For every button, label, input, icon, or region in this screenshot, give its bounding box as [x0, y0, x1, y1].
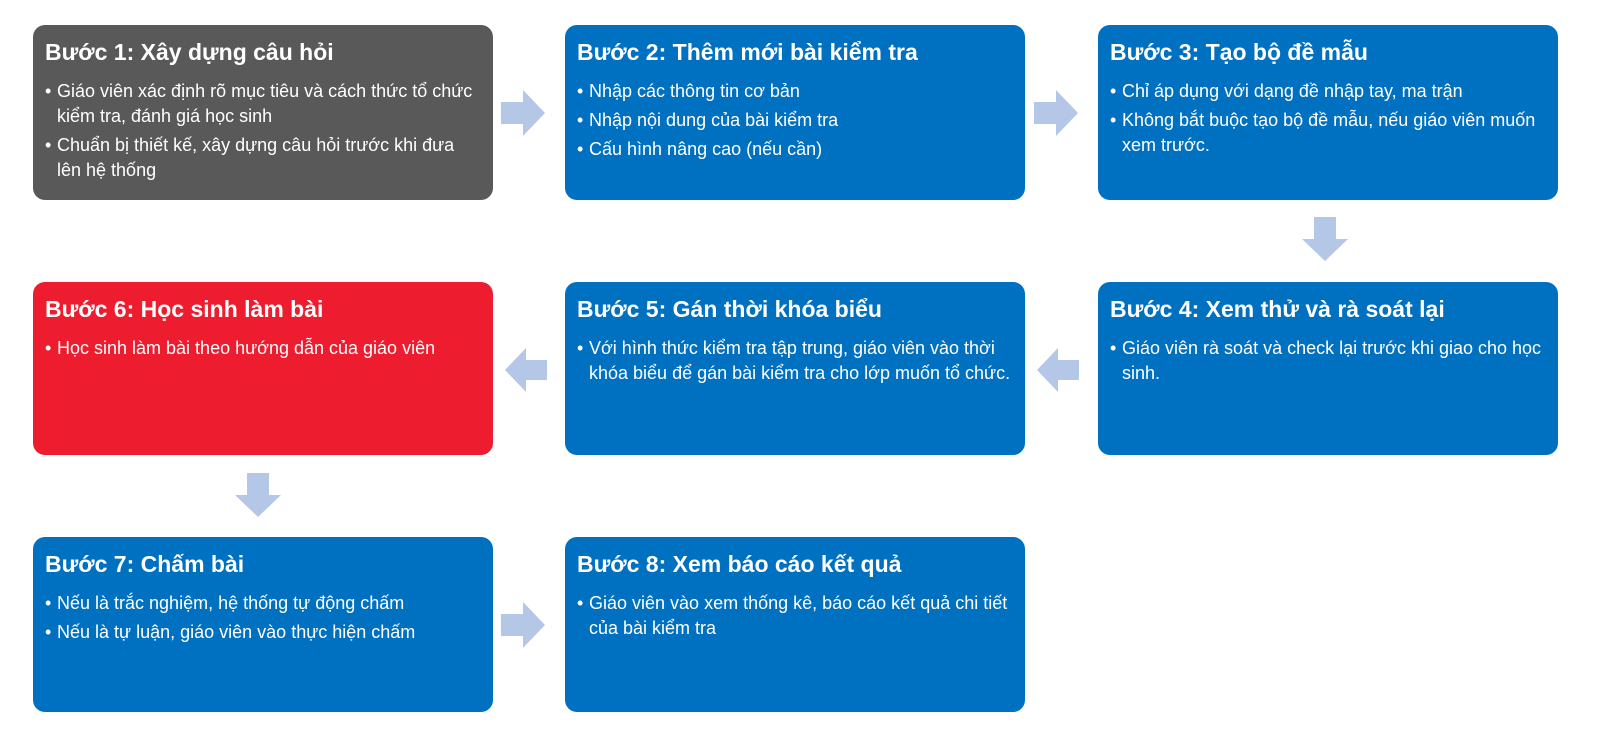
- step-2-bullet-2: • Nhập nội dung của bài kiểm tra: [577, 108, 1013, 133]
- arrow-down-icon: [1302, 217, 1348, 261]
- step-1-bullet-2: • Chuẩn bị thiết kế, xây dựng câu hỏi trước khi đưa lên hệ thống: [45, 133, 481, 183]
- step-1-title: Bước 1: Xây dựng câu hỏi: [45, 39, 334, 65]
- step-7-bullet-2: • Nếu là tự luận, giáo viên vào thực hiện chấm: [45, 620, 481, 645]
- step-8-title: Bước 8: Xem báo cáo kết quả: [577, 551, 902, 577]
- step-7-box: [33, 537, 493, 712]
- step-5-box: [565, 282, 1025, 455]
- step-7-bullet-1: • Nếu là trắc nghiệm, hệ thống tự động chấm: [45, 591, 481, 616]
- step-5-title: Bước 5: Gán thời khóa biểu: [577, 296, 882, 322]
- step-3-bullet-1: • Chỉ áp dụng với dạng đề nhập tay, ma trận: [1110, 79, 1546, 104]
- step-3-box: [1098, 25, 1558, 200]
- step-1-box: [33, 25, 493, 200]
- step-3-bullet-2: • Không bắt buộc tạo bộ đề mẫu, nếu giáo viên muốn xem trước.: [1110, 108, 1546, 158]
- step-2-title: Bước 2: Thêm mới bài kiểm tra: [577, 39, 918, 65]
- arrow-right-icon: [1034, 90, 1078, 136]
- step-6-bullet-1: • Học sinh làm bài theo hướng dẫn của giáo viên: [45, 336, 481, 361]
- step-6-title: Bước 6: Học sinh làm bài: [45, 296, 324, 322]
- step-4-bullet-1: • Giáo viên rà soát và check lại trước khi giao cho học sinh.: [1110, 336, 1546, 386]
- arrow-down-icon: [235, 473, 281, 517]
- arrow-left-icon: [1037, 348, 1079, 392]
- arrow-left-icon: [505, 348, 547, 392]
- step-2-box: [565, 25, 1025, 200]
- step-2-bullet-1: • Nhập các thông tin cơ bản: [577, 79, 1013, 104]
- step-5-bullet-1: • Với hình thức kiểm tra tập trung, giáo viên vào thời khóa biểu để gán bài kiểm tra cho lớp muốn tổ chức.: [577, 336, 1013, 386]
- step-8-box: [565, 537, 1025, 712]
- arrow-right-icon: [501, 602, 545, 648]
- step-6-box: [33, 282, 493, 455]
- step-4-box: [1098, 282, 1558, 455]
- step-7-title: Bước 7: Chấm bài: [45, 551, 245, 577]
- step-3-title: Bước 3: Tạo bộ đề mẫu: [1110, 39, 1368, 65]
- step-4-title: Bước 4: Xem thử và rà soát lại: [1110, 296, 1445, 322]
- arrow-right-icon: [501, 90, 545, 136]
- step-1-bullet-1: • Giáo viên xác định rõ mục tiêu và cách thức tổ chức kiểm tra, đánh giá học sinh: [45, 79, 481, 129]
- step-2-bullet-3: • Cấu hình nâng cao (nếu cần): [577, 137, 1013, 162]
- step-8-bullet-1: • Giáo viên vào xem thống kê, báo cáo kết quả chi tiết của bài kiểm tra: [577, 591, 1013, 641]
